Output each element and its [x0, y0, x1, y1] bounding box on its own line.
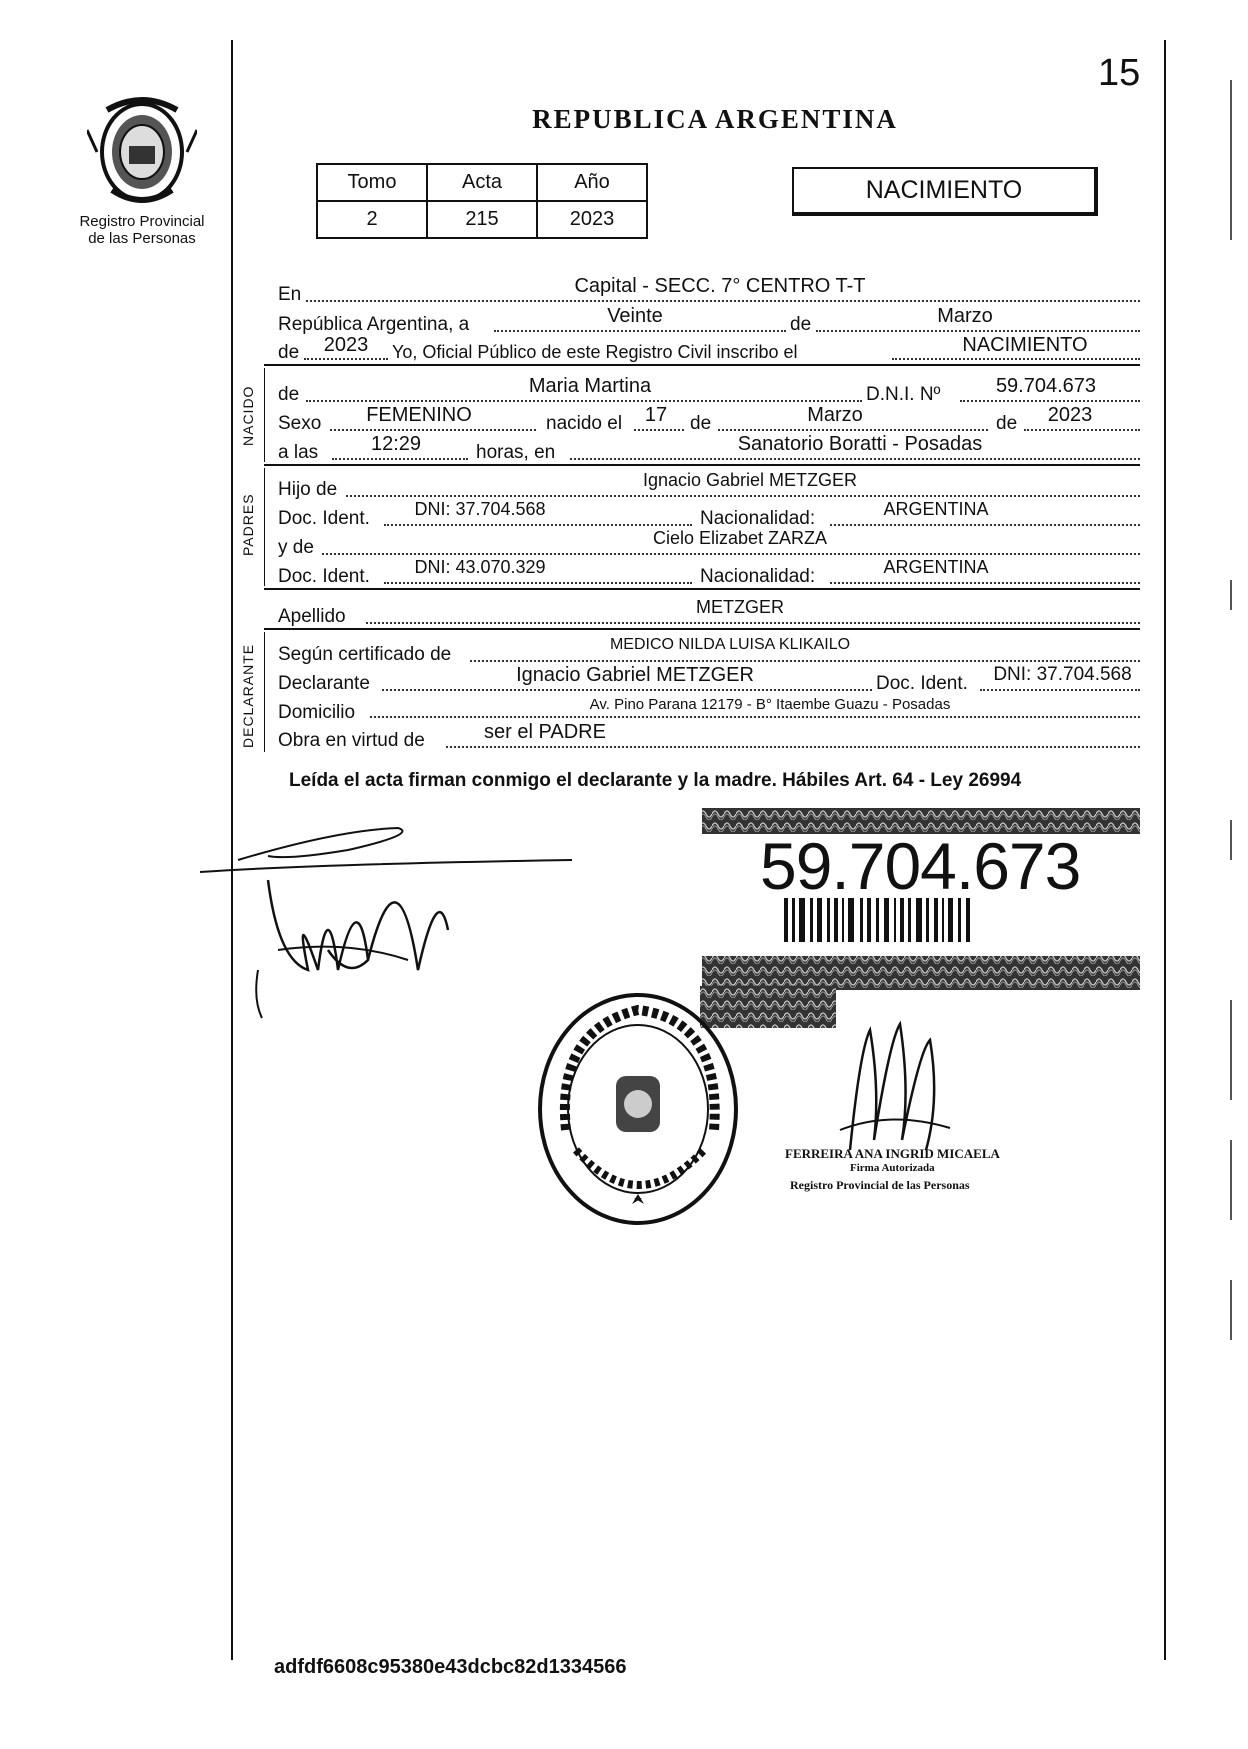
hijo-de-label: Hijo de [278, 479, 338, 500]
nacido-de-label-2: de [690, 413, 712, 434]
barcode-icon [784, 898, 970, 942]
section-divider-4 [264, 628, 1140, 630]
birth-day-dotline [634, 429, 684, 431]
birth-year-dotline [1024, 429, 1140, 431]
logo-caption-line2: de las Personas [88, 230, 196, 247]
mother-nat-value: ARGENTINA [883, 557, 989, 577]
child-dni-value: 59.704.673 [995, 375, 1097, 397]
obra-value: ser el PADRE [484, 721, 606, 743]
child-name-dotline [306, 400, 862, 402]
nacido-el-label: nacido el [546, 413, 623, 434]
domicilio-value: Av. Pino Parana 12179 - B° Itaembe Guazu - Posadas [589, 696, 951, 713]
section-divider-2 [264, 464, 1140, 466]
a-las-label: a las [278, 442, 319, 463]
document-title: REPUBLICA ARGENTINA [532, 104, 898, 134]
place-dotline [306, 300, 1140, 302]
mother-name-value: Cielo Elizabet ZARZA [652, 528, 828, 548]
document-hash: adfdf6608c95380e43dcbc82d1334566 [274, 1656, 627, 1678]
padres-section-label: PADRES [240, 493, 256, 556]
y-de-label: y de [278, 537, 314, 558]
declarant-signature-icon [198, 820, 578, 1020]
nacido-de-label: de [278, 384, 300, 405]
domicilio-dotline [370, 716, 1140, 718]
day-dotline [494, 330, 786, 332]
apellido-label: Apellido [278, 606, 346, 627]
place-value: Capital - SECC. 7° CENTRO T-T [574, 275, 866, 297]
declarante-value: Ignacio Gabriel METZGER [516, 664, 754, 686]
declarante-dotline [382, 689, 872, 691]
domicilio-label: Domicilio [278, 702, 356, 723]
header-acta: Acta [427, 164, 537, 201]
time-value: 12:29 [370, 433, 422, 455]
birth-month-value: Marzo [807, 404, 863, 426]
cert-dotline [470, 660, 1140, 662]
record-type-box: NACIMIENTO [792, 167, 1098, 216]
nacido-de-label-3: de [996, 413, 1018, 434]
month-dotline [816, 330, 1140, 332]
logo-caption-line1: Registro Provincial [79, 213, 205, 230]
act-type-dotline [892, 358, 1140, 360]
declarante-doc-dotline [980, 689, 1140, 691]
right-margin-line [1164, 40, 1166, 1660]
page-number: 15 [1098, 52, 1141, 94]
de-label-2: de [278, 342, 300, 363]
father-nat-label: Nacionalidad: [700, 508, 816, 529]
certificado-label: Según certificado de [278, 644, 452, 665]
republica-label: República Argentina, a [278, 314, 470, 335]
birth-place-dotline [570, 458, 1140, 460]
section-divider-3 [264, 588, 1140, 590]
sexo-dotline [330, 429, 536, 431]
declarante-label: Declarante [278, 673, 370, 694]
dni-dotline [960, 400, 1140, 402]
value-tomo: 2 [317, 201, 427, 238]
registry-round-seal-icon [536, 990, 740, 1228]
father-nat-dotline [830, 524, 1140, 526]
cert-value: MEDICO NILDA LUISA KLIKAILO [609, 636, 851, 653]
mother-nat-label: Nacionalidad: [700, 566, 816, 587]
scan-edge-marks [1226, 80, 1242, 1360]
registry-logo [62, 90, 222, 247]
declarante-doc-label: Doc. Ident. [876, 673, 968, 694]
dni-label: D.N.I. Nº [866, 384, 941, 405]
declarante-section-label: DECLARANTE [240, 643, 256, 748]
official-signature-icon [830, 1010, 960, 1160]
registry-table [316, 163, 648, 239]
official-name: FERREIRA ANA INGRID MICAELA [785, 1146, 1000, 1161]
nacido-separator [264, 368, 265, 462]
obra-label: Obra en virtud de [278, 730, 425, 751]
apellido-dotline [366, 622, 1140, 624]
sexo-label: Sexo [278, 413, 322, 434]
value-anio: 2023 [537, 201, 647, 238]
declarante-doc-value: DNI: 37.704.568 [993, 664, 1132, 685]
birth-year-value: 2023 [1047, 404, 1093, 426]
official-role-1: Firma Autorizada [850, 1162, 935, 1174]
inscribo-text: Yo, Oficial Público de este Registro Civil inscribo el [392, 342, 798, 362]
closing-note: Leída el acta firman conmigo el declarante y la madre. Hábiles Art. 64 - Ley 26994 [289, 770, 1022, 791]
father-dotline [346, 495, 1140, 497]
mother-dotline [322, 553, 1140, 555]
birth-place-value: Sanatorio Boratti - Posadas [737, 433, 983, 455]
de-label-1: de [790, 314, 812, 335]
child-name-value: Maria Martina [528, 375, 652, 397]
year-dotline [304, 358, 388, 360]
declarante-separator [264, 632, 265, 752]
act-type-value: NACIMIENTO [962, 334, 1088, 356]
mother-doc-dotline [384, 582, 692, 584]
day-value: Veinte [607, 305, 663, 327]
month-value: Marzo [937, 305, 993, 327]
value-acta: 215 [427, 201, 537, 238]
mother-nat-dotline [830, 582, 1140, 584]
birth-month-dotline [718, 429, 988, 431]
mother-doc-label: Doc. Ident. [278, 566, 370, 587]
father-nat-value: ARGENTINA [883, 499, 989, 519]
section-divider-1 [264, 364, 1140, 366]
time-dotline [332, 458, 468, 460]
father-name-value: Ignacio Gabriel METZGER [642, 470, 858, 490]
padres-separator [264, 468, 265, 586]
en-label: En [278, 284, 302, 305]
provincial-seal-icon [87, 90, 197, 208]
birth-day-value: 17 [644, 404, 668, 426]
apellido-value: METZGER [696, 597, 784, 617]
mother-doc-value: DNI: 43.070.329 [414, 557, 546, 577]
official-role-2: Registro Provincial de las Personas [790, 1178, 970, 1192]
header-tomo: Tomo [317, 164, 427, 201]
father-doc-dotline [384, 524, 692, 526]
sticker-id-number: 59.704.673 [760, 829, 1081, 903]
nacido-section-label: NACIDO [240, 385, 256, 446]
year-value: 2023 [323, 334, 369, 356]
father-doc-label: Doc. Ident. [278, 508, 370, 529]
father-doc-value: DNI: 37.704.568 [414, 499, 546, 519]
registry-table-values [317, 201, 647, 238]
horas-label: horas, en [476, 442, 556, 463]
sexo-value: FEMENINO [366, 404, 472, 426]
sticker-bottom-band [702, 956, 1140, 990]
registry-table-header [317, 164, 647, 201]
obra-dotline [446, 746, 1140, 748]
header-anio: Año [537, 164, 647, 201]
